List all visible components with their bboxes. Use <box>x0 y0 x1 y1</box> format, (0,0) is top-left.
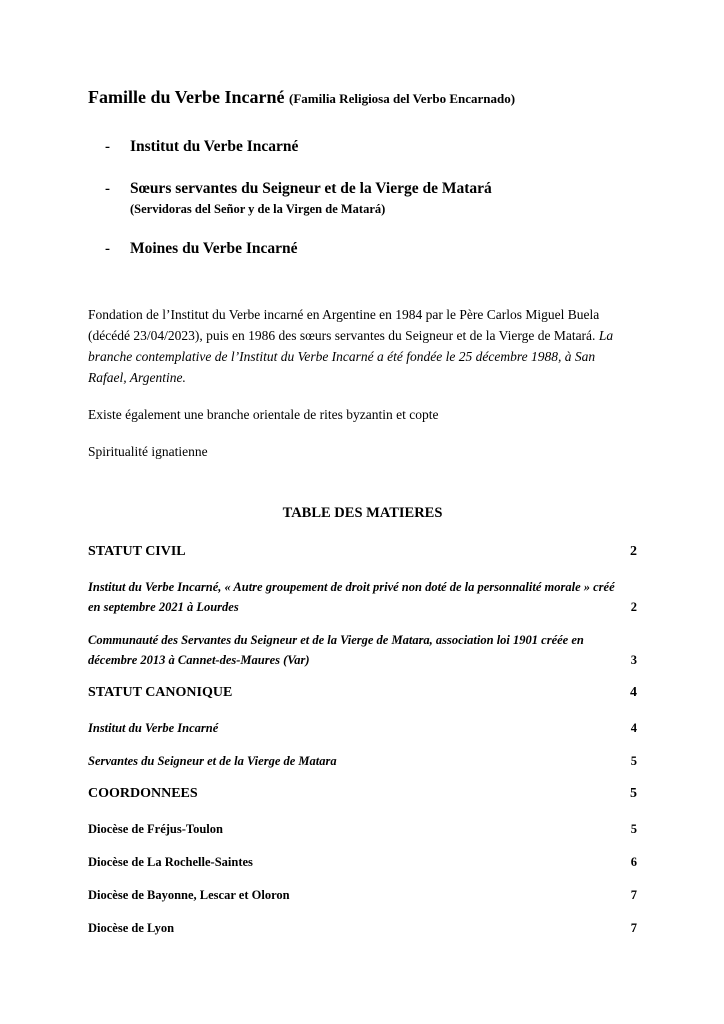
toc-entry-label: Diocèse de La Rochelle-Saintes <box>88 855 253 869</box>
toc-entry-page: 4 <box>630 685 637 700</box>
list-item <box>88 178 637 218</box>
toc-entry-page: 4 <box>630 721 637 735</box>
list-item-label: Moines du Verbe Incarné <box>130 240 298 257</box>
list-item-label: Sœurs servantes du Seigneur et de la Vierge de Matará <box>130 180 492 197</box>
toc-entry-label: STATUT CIVIL <box>88 544 186 559</box>
toc-entry-label: Diocèse de Fréjus-Toulon <box>88 822 223 836</box>
toc-entry-label: COORDONNEES <box>88 786 198 801</box>
paragraph-foundation-normal: Fondation de l’Institut du Verbe incarné en Argentine en 1984 par le Père Carlos Miguel Buela (décédé 23/04/2023), puis en 1986 des sœurs servantes du Seigneur et de la Vierge de Matará. <box>88 307 600 343</box>
toc-entry <box>88 751 637 771</box>
toc-entry-label: Servantes du Seigneur et de la Vierge de Matara <box>88 754 337 768</box>
toc-entry-page: 7 <box>630 888 637 902</box>
toc-entry-page: 3 <box>630 653 637 667</box>
bullet-dash: - <box>105 139 110 155</box>
paragraph-foundation <box>88 304 637 388</box>
toc-entry-statut-canonique <box>88 683 637 703</box>
toc-entry-label: STATUT CANONIQUE <box>88 685 233 700</box>
bullet-dash: - <box>105 181 110 197</box>
toc-entry-label: Diocèse de Lyon <box>88 921 175 935</box>
toc-entry <box>88 819 637 839</box>
list-item-label: Institut du Verbe Incarné <box>130 138 299 155</box>
list-item <box>88 136 637 158</box>
toc-entry-page: 7 <box>630 921 637 935</box>
document-content <box>88 86 637 951</box>
paragraph-branche-orientale: Existe également une branche orientale de rites byzantin et copte <box>88 407 439 422</box>
bullet-dash: - <box>105 241 110 257</box>
document-title-main: Famille du Verbe Incarné <box>88 87 289 107</box>
toc-entry <box>88 718 637 738</box>
list-item <box>88 238 637 260</box>
list-item-sublabel: (Servidoras del Señor y de la Virgen de Matará) <box>130 202 386 216</box>
toc-entry-page: 5 <box>630 754 637 768</box>
toc-heading: TABLE DES MATIERES <box>282 505 443 521</box>
toc-entry-label: Communauté des Servantes du Seigneur et de la Vierge de Matara, association loi 1901 créée en décembre 2013 à Cannet-des-Maures (Var) <box>88 633 584 667</box>
toc-entry <box>88 630 637 670</box>
toc-entry-coordonnees <box>88 784 637 804</box>
toc-entry <box>88 852 637 872</box>
toc-entry <box>88 577 637 617</box>
toc-entry-statut-civil <box>88 542 637 562</box>
toc-entry-page: 5 <box>630 786 637 801</box>
paragraph-spiritualite: Spiritualité ignatienne <box>88 444 208 459</box>
toc-entry <box>88 885 637 905</box>
document-title-subtitle: (Familia Religiosa del Verbo Encarnado) <box>289 91 516 106</box>
paragraph-foundation-italic: La branche contemplative de l’Institut du Verbe Incarné a été fondée le 25 décembre 1988, à San Rafael, Argentine. <box>88 328 614 385</box>
toc-entry-page: 6 <box>630 855 637 869</box>
toc-entry-label: Diocèse de Bayonne, Lescar et Oloron <box>88 888 290 902</box>
toc-entry-label: Institut du Verbe Incarné, « Autre groupement de droit privé non doté de la personnalité morale » créé en septembre 2021 à Lourdes <box>88 580 615 614</box>
toc-entry-page: 5 <box>630 822 637 836</box>
toc-entry-page: 2 <box>630 544 637 559</box>
toc-entry-page: 2 <box>630 600 637 614</box>
toc-entry <box>88 918 637 938</box>
document-title <box>88 86 637 110</box>
toc-entry-label: Institut du Verbe Incarné <box>88 721 219 735</box>
